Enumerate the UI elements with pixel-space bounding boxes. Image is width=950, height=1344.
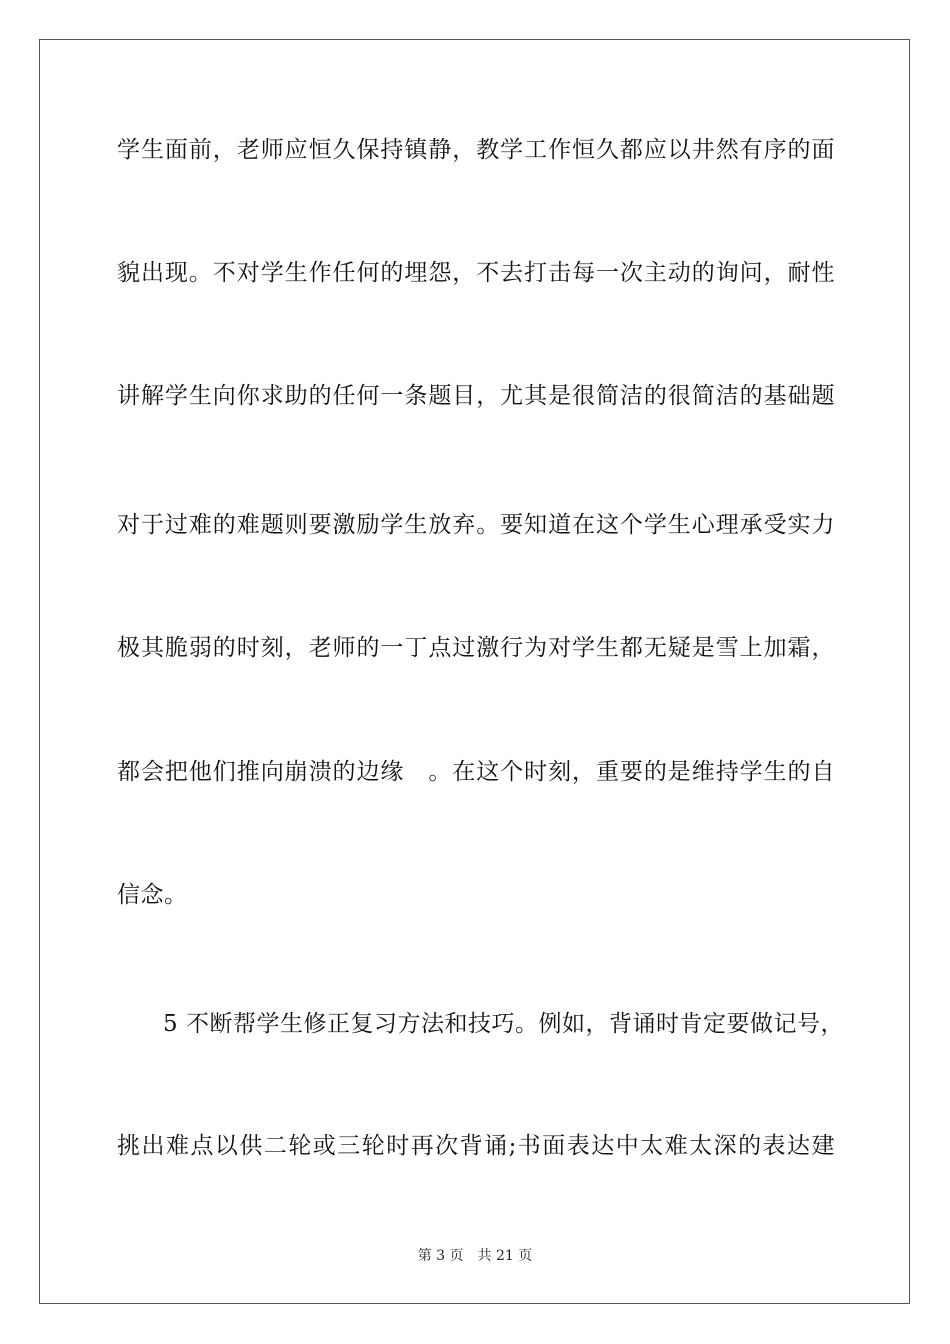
page-number: 第 3 页 (417, 1248, 464, 1264)
paragraph-line-5: 极其脆弱的时刻，老师的一丁点过激行为对学生都无疑是雪上加霜， (117, 635, 835, 661)
paragraph-line-1: 学生面前，老师应恒久保持镇静，教学工作恒久都应以井然有序的面 (117, 137, 835, 163)
page-total: 共 21 页 (477, 1248, 533, 1264)
paragraph-line-9: 挑出难点以供二轮或三轮时再次背诵;书面表达中太难太深的表达建 (117, 1133, 835, 1159)
paragraph-line-6: 都会把他们推向崩溃的边缘 。在这个时刻，重要的是维持学生的自 (117, 759, 835, 785)
page-footer (0, 1246, 950, 1266)
paragraph-line-7: 信念。 (117, 882, 188, 908)
paragraph-line-8: 5 不断帮学生修正复习方法和技巧。例如，背诵时肯定要做记号， (163, 1011, 844, 1037)
paragraph-line-3: 讲解学生向你求助的任何一条题目，尤其是很简洁的很简洁的基础题 (117, 383, 835, 409)
paragraph-line-2: 貌出现。不对学生作任何的埋怨，不去打击每一次主动的询问，耐性 (117, 260, 835, 286)
paragraph-line-4: 对于过难的难题则要激励学生放弃。要知道在这个学生心理承受实力 (117, 512, 835, 538)
page-frame (39, 39, 910, 1304)
